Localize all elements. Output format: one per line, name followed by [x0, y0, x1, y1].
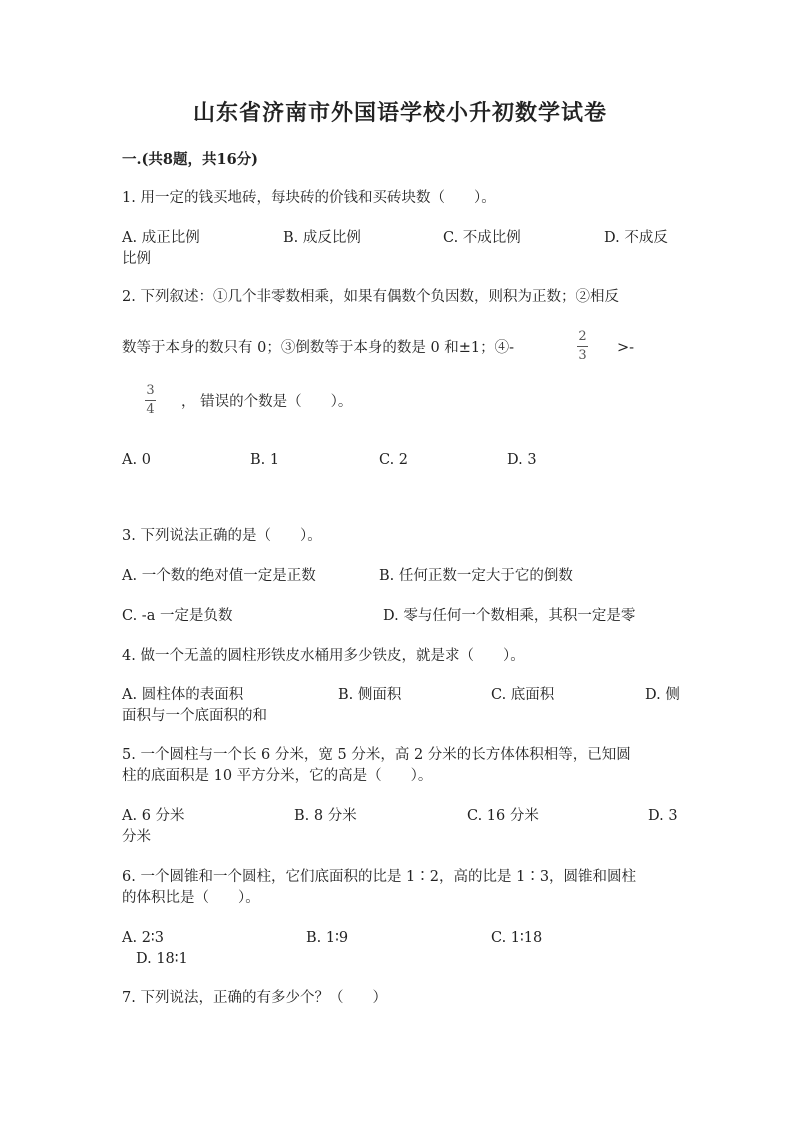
- question-6-line-1: 6. 一个圆锥和一个圆柱，它们底面积的比是 1∶2，高的比是 1∶3，圆锥和圆柱: [122, 869, 637, 885]
- section-heading: 一.(共8题，共16分): [122, 151, 259, 168]
- question-1-stem: 1. 用一定的钱买地砖，每块砖的价钱和买砖块数（ ）。: [122, 190, 496, 206]
- question-4-stem: 4. 做一个无盖的圆柱形铁皮水桶用多少铁皮，就是求（ ）。: [122, 648, 525, 664]
- question-3-option-d: D. 零与任何一个数相乘，其积一定是零: [383, 608, 636, 624]
- question-6-option-b: B. 1∶9: [306, 930, 349, 946]
- page-title: 山东省济南市外国语学校小升初数学试卷: [192, 100, 607, 126]
- question-5-line-1: 5. 一个圆柱与一个长 6 分米，宽 5 分米，高 2 分米的长方体体积相等，已知圆: [122, 747, 631, 763]
- question-2-option-c: C. 2: [379, 452, 409, 468]
- question-5-option-d-continued: 分米: [122, 829, 151, 845]
- question-3-option-b: B. 任何正数一定大于它的倒数: [379, 568, 573, 584]
- question-6-option-d: D. 18∶1: [136, 951, 188, 967]
- question-4-option-d: D. 侧: [645, 687, 680, 703]
- fraction-numerator: 2: [578, 329, 587, 344]
- question-5-option-c: C. 16 分米: [467, 808, 539, 824]
- question-4-option-a: A. 圆柱体的表面积: [122, 687, 244, 703]
- greater-than-negative: >-: [617, 340, 635, 356]
- question-7-stem: 7. 下列说法，正确的有多少个？（ ）: [122, 990, 387, 1006]
- fraction-denominator: 3: [578, 348, 587, 363]
- question-1-option-a: A. 成正比例: [122, 230, 200, 246]
- question-5-option-d: D. 3: [648, 808, 678, 824]
- question-6-option-c: C. 1∶18: [491, 930, 543, 946]
- question-2-line-3: ， 错误的个数是（ ）。: [181, 394, 353, 410]
- question-2-option-a: A. 0: [122, 452, 151, 468]
- fraction-bar: [145, 400, 156, 401]
- question-6-line-2: 的体积比是（ ）。: [122, 890, 260, 906]
- fraction-bar: [577, 346, 588, 347]
- fraction-three-quarters: [145, 384, 156, 417]
- fraction-numerator: 3: [146, 383, 155, 398]
- question-5-option-b: B. 8 分米: [294, 808, 357, 824]
- question-1-option-b: B. 成反比例: [283, 230, 361, 246]
- question-1-option-c: C. 不成比例: [443, 230, 521, 246]
- fraction-two-thirds: [577, 330, 588, 363]
- question-4-option-b: B. 侧面积: [338, 687, 402, 703]
- fraction-denominator: 4: [146, 402, 155, 417]
- question-2-option-d: D. 3: [507, 452, 537, 468]
- question-3-stem: 3. 下列说法正确的是（ ）。: [122, 528, 322, 544]
- question-2-line-2: 数等于本身的数只有 0；③倒数等于本身的数是 0 和±1；④-: [122, 340, 515, 356]
- question-3-option-c: C. -a 一定是负数: [122, 608, 233, 624]
- question-1-option-d: D. 不成反: [604, 230, 668, 246]
- question-1-option-d-continued: 比例: [122, 251, 151, 267]
- question-4-option-c: C. 底面积: [491, 687, 555, 703]
- question-5-line-2: 柱的底面积是 10 平方分米，它的高是（ ）。: [122, 768, 433, 784]
- question-4-option-d-continued: 面积与一个底面积的和: [122, 708, 267, 724]
- question-5-option-a: A. 6 分米: [122, 808, 185, 824]
- question-6-option-a: A. 2∶3: [122, 930, 164, 946]
- question-3-option-a: A. 一个数的绝对值一定是正数: [122, 568, 316, 584]
- question-2-option-b: B. 1: [250, 452, 280, 468]
- question-2-line-1: 2. 下列叙述：①几个非零数相乘，如果有偶数个负因数，则积为正数；②相反: [122, 289, 619, 305]
